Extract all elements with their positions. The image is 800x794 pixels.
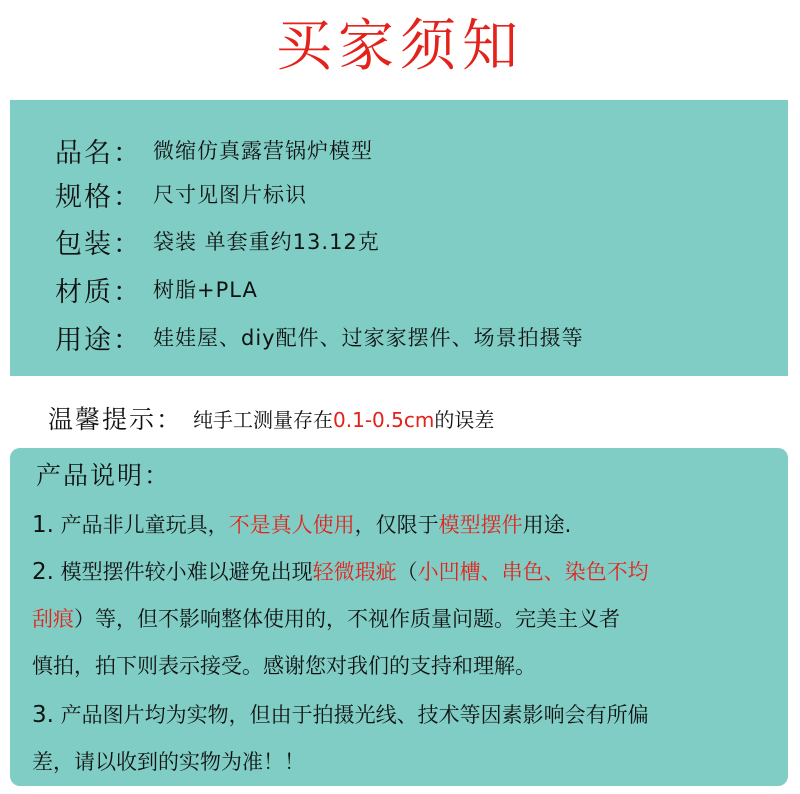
spec-value: 尺寸见图片标识 <box>153 183 307 207</box>
spec-value: 树脂+PLA <box>153 278 258 302</box>
spec-label: 品名： <box>55 137 142 169</box>
item-text: 模型摆件较小难以避免出现 <box>60 560 313 584</box>
description-item-3-cont <box>32 745 305 779</box>
item-highlight: 不是真人使用 <box>228 513 355 537</box>
spec-panel <box>10 100 788 376</box>
spec-value: 娃娃屋、diy配件、过家家摆件、场景拍摄等 <box>153 326 584 350</box>
description-heading: 产品说明： <box>36 461 172 490</box>
item-text: ，仅限于 <box>354 513 439 537</box>
item-highlight: 模型摆件 <box>438 513 523 537</box>
item-number: 2. <box>32 559 54 585</box>
tip-text-after: 的误差 <box>434 407 495 432</box>
item-text: 用途. <box>522 513 572 537</box>
description-item-2-cont <box>32 649 536 683</box>
tip-row <box>48 398 494 438</box>
description-item-2 <box>32 555 649 589</box>
tip-label: 温馨提示： <box>48 405 184 434</box>
spec-row-package <box>55 219 380 263</box>
tip-text-before: 纯手工测量存在 <box>193 407 334 432</box>
item-highlight: 刮痕 <box>32 607 74 631</box>
spec-label: 用途： <box>55 324 142 356</box>
item-number: 3. <box>32 702 54 728</box>
spec-row-name <box>55 128 373 172</box>
spec-row-material <box>55 267 258 311</box>
tip-tolerance: 0.1-0.5cm <box>333 407 435 432</box>
item-number: 1. <box>32 512 54 538</box>
page-title: 买家须知 <box>276 14 524 79</box>
spec-row-size <box>55 172 307 216</box>
spec-row-usage <box>55 315 584 359</box>
description-item-2-cont <box>32 602 620 636</box>
item-text: 产品非儿童玩具， <box>60 513 229 537</box>
spec-value: 袋装 单套重约13.12克 <box>153 230 380 254</box>
spec-label: 规格： <box>55 181 142 213</box>
description-panel <box>10 448 788 786</box>
item-text: 差，请以收到的实物为准！！ <box>32 750 305 774</box>
item-text: ）等，但不影响整体使用的，不视作质量问题。完美主义者 <box>74 607 620 631</box>
item-highlight: 轻微瑕疵 <box>312 560 397 584</box>
item-text: （ <box>396 560 418 584</box>
tip-text <box>193 404 494 433</box>
description-item-3 <box>32 698 649 732</box>
item-text: 产品图片均为实物，但由于拍摄光线、技术等因素影响会有所偏 <box>60 703 649 727</box>
spec-label: 包装： <box>55 228 142 260</box>
spec-label: 材质： <box>55 276 142 308</box>
item-text: 慎拍，拍下则表示接受。感谢您对我们的支持和理解。 <box>32 654 536 678</box>
spec-value: 微缩仿真露营锅炉模型 <box>153 139 373 163</box>
description-item-1 <box>32 508 571 542</box>
item-highlight: 小凹槽、串色、染色不均 <box>417 560 649 584</box>
